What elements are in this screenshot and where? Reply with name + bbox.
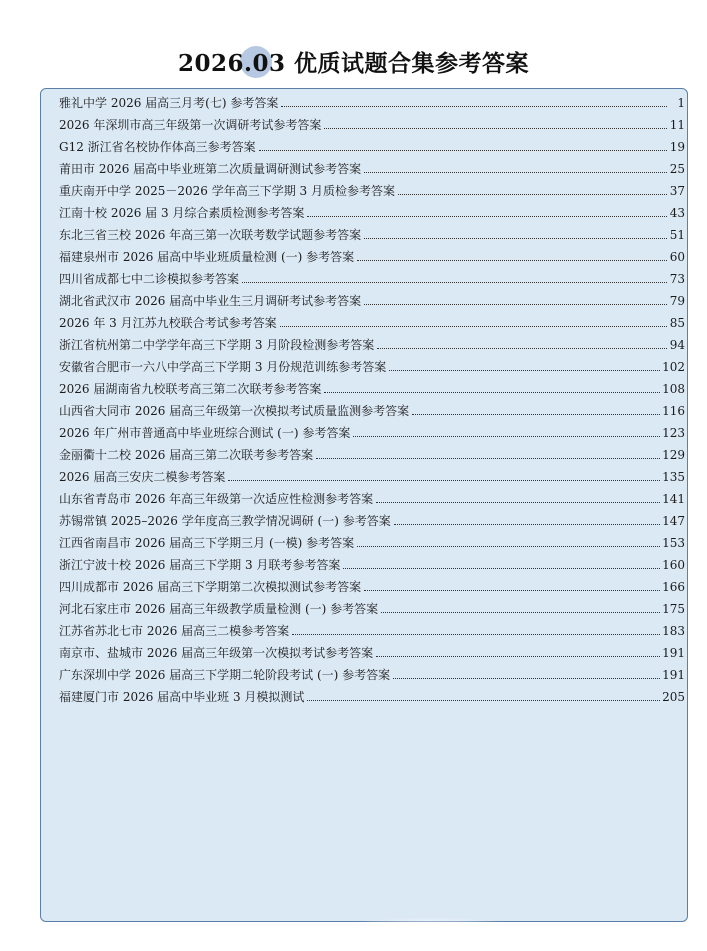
- toc-entry-page-number: 94: [669, 338, 685, 352]
- toc-entry[interactable]: [59, 620, 687, 642]
- toc-entry-title: 雅礼中学 2026 届高三月考(七) 参考答案: [59, 96, 279, 110]
- toc-entry-title: 2026 年广州市普通高中毕业班综合测试 (一) 参考答案: [59, 426, 351, 440]
- toc-dot-leader: [364, 589, 660, 591]
- toc-entry[interactable]: [59, 92, 687, 114]
- toc-entry-page-number: 11: [669, 118, 685, 132]
- toc-entry-page-number: 60: [669, 250, 685, 264]
- toc-dot-leader: [316, 457, 660, 459]
- toc-entry[interactable]: [59, 290, 687, 312]
- toc-entry[interactable]: [59, 642, 687, 664]
- toc-entry-title: 湖北省武汉市 2026 届高中毕业生三月调研考试参考答案: [59, 294, 362, 308]
- toc-entry-title: 广东深圳中学 2026 届高三下学期二轮阶段考试 (一) 参考答案: [59, 668, 391, 682]
- toc-entry-page-number: 160: [662, 558, 685, 572]
- toc-dot-leader: [376, 655, 660, 657]
- toc-dot-leader: [324, 391, 660, 393]
- toc-list: [59, 92, 687, 708]
- toc-entry-title: 江西省南昌市 2026 届高三下学期三月 (一模) 参考答案: [59, 536, 355, 550]
- toc-dot-leader: [394, 523, 660, 525]
- toc-dot-leader: [357, 259, 667, 261]
- toc-dot-leader: [412, 413, 660, 415]
- toc-entry[interactable]: [59, 312, 687, 334]
- toc-entry[interactable]: [59, 488, 687, 510]
- toc-entry-page-number: 141: [662, 492, 685, 506]
- toc-entry-page-number: 135: [662, 470, 685, 484]
- toc-entry-title: 河北石家庄市 2026 届高三年级教学质量检测 (一) 参考答案: [59, 602, 379, 616]
- toc-entry[interactable]: [59, 554, 687, 576]
- toc-entry-title: 2026 年 3 月江苏九校联合考试参考答案: [59, 316, 277, 330]
- decorative-glow: [330, 918, 530, 951]
- toc-entry[interactable]: [59, 334, 687, 356]
- toc-entry[interactable]: [59, 378, 687, 400]
- toc-entry-page-number: 205: [662, 690, 685, 704]
- toc-entry-page-number: 1: [677, 96, 685, 110]
- toc-entry[interactable]: [59, 158, 687, 180]
- title-area: [0, 46, 707, 86]
- toc-entry-title: 福建厦门市 2026 届高中毕业班 3 月模拟测试: [59, 690, 305, 704]
- toc-entry-title: 东北三省三校 2026 年高三第一次联考数学试题参考答案: [59, 228, 362, 242]
- table-of-contents: [40, 88, 688, 922]
- toc-entry-title: 安徽省合肥市一六八中学高三下学期 3 月份规范训练参考答案: [59, 360, 387, 374]
- toc-entry[interactable]: [59, 268, 687, 290]
- toc-entry-title: 2026 届湖南省九校联考高三第二次联考参考答案: [59, 382, 322, 396]
- toc-dot-leader: [393, 677, 660, 679]
- toc-entry-title: 2026 届高三安庆二模参考答案: [59, 470, 226, 484]
- toc-dot-leader: [307, 699, 660, 701]
- toc-dot-leader: [353, 435, 660, 437]
- toc-entry-title: 四川成都市 2026 届高三下学期第二次模拟测试参考答案: [59, 580, 362, 594]
- toc-entry-title: 浙江省杭州第二中学学年高三下学期 3 月阶段检测参考答案: [59, 338, 375, 352]
- toc-entry-title: 福建泉州市 2026 届高中毕业班质量检测 (一) 参考答案: [59, 250, 355, 264]
- page-title: 2026.03 优质试题合集参考答案: [177, 50, 530, 77]
- toc-entry[interactable]: [59, 202, 687, 224]
- toc-entry-title: 江苏省苏北七市 2026 届高三二模参考答案: [59, 624, 290, 638]
- toc-dot-leader: [376, 501, 660, 503]
- toc-dot-leader: [324, 127, 667, 129]
- toc-dot-leader: [377, 347, 667, 349]
- toc-entry[interactable]: [59, 180, 687, 202]
- toc-entry[interactable]: [59, 466, 687, 488]
- toc-entry-page-number: 37: [669, 184, 685, 198]
- toc-entry-page-number: 108: [662, 382, 685, 396]
- toc-entry-page-number: 73: [669, 272, 685, 286]
- toc-entry-page-number: 166: [662, 580, 685, 594]
- toc-entry-page-number: 51: [669, 228, 685, 242]
- toc-entry-page-number: 129: [662, 448, 685, 462]
- toc-dot-leader: [381, 611, 660, 613]
- toc-entry-title: 山东省青岛市 2026 年高三年级第一次适应性检测参考答案: [59, 492, 374, 506]
- toc-entry[interactable]: [59, 356, 687, 378]
- toc-dot-leader: [259, 149, 667, 151]
- toc-dot-leader: [364, 171, 667, 173]
- toc-dot-leader: [398, 193, 667, 195]
- toc-entry-title: 四川省成都七中二诊模拟参考答案: [59, 272, 240, 286]
- toc-entry[interactable]: [59, 422, 687, 444]
- toc-dot-leader: [228, 479, 660, 481]
- toc-entry-page-number: 85: [669, 316, 685, 330]
- toc-entry[interactable]: [59, 510, 687, 532]
- toc-dot-leader: [307, 215, 667, 217]
- toc-dot-leader: [364, 303, 667, 305]
- toc-dot-leader: [364, 237, 667, 239]
- toc-entry[interactable]: [59, 400, 687, 422]
- toc-dot-leader: [281, 105, 667, 107]
- toc-dot-leader: [343, 567, 660, 569]
- toc-entry[interactable]: [59, 136, 687, 158]
- toc-dot-leader: [357, 545, 660, 547]
- toc-dot-leader: [280, 325, 667, 327]
- toc-entry[interactable]: [59, 576, 687, 598]
- toc-entry[interactable]: [59, 686, 687, 708]
- toc-entry[interactable]: [59, 444, 687, 466]
- toc-entry-title: 山西省大同市 2026 届高三年级第一次模拟考试质量监测参考答案: [59, 404, 410, 418]
- toc-entry[interactable]: [59, 246, 687, 268]
- toc-entry[interactable]: [59, 224, 687, 246]
- toc-entry-page-number: 19: [669, 140, 685, 154]
- toc-entry-title: 莆田市 2026 届高中毕业班第二次质量调研测试参考答案: [59, 162, 362, 176]
- toc-entry-page-number: 102: [662, 360, 685, 374]
- toc-entry-page-number: 25: [669, 162, 685, 176]
- toc-entry-page-number: 123: [662, 426, 685, 440]
- toc-entry-title: 2026 年深圳市高三年级第一次调研考试参考答案: [59, 118, 322, 132]
- toc-entry-page-number: 153: [662, 536, 685, 550]
- toc-entry-page-number: 191: [662, 668, 685, 682]
- toc-dot-leader: [389, 369, 660, 371]
- toc-entry-title: 金丽衢十二校 2026 届高三第二次联考参考答案: [59, 448, 314, 462]
- toc-entry[interactable]: [59, 598, 687, 620]
- toc-entry-title: 江南十校 2026 届 3 月综合素质检测参考答案: [59, 206, 305, 220]
- toc-entry-page-number: 147: [662, 514, 685, 528]
- toc-entry-title: 重庆南开中学 2025－2026 学年高三下学期 3 月质检参考答案: [59, 184, 395, 198]
- toc-entry[interactable]: [59, 532, 687, 554]
- toc-dot-leader: [242, 281, 667, 283]
- toc-entry[interactable]: [59, 114, 687, 136]
- toc-entry-page-number: 191: [662, 646, 685, 660]
- toc-entry-title: 浙江宁波十校 2026 届高三下学期 3 月联考参考答案: [59, 558, 341, 572]
- toc-dot-leader: [292, 633, 660, 635]
- toc-entry-page-number: 43: [669, 206, 685, 220]
- toc-entry-title: 南京市、盐城市 2026 届高三年级第一次模拟考试参考答案: [59, 646, 374, 660]
- toc-entry-page-number: 175: [662, 602, 685, 616]
- toc-entry-title: G12 浙江省名校协作体高三参考答案: [59, 140, 256, 154]
- toc-entry-page-number: 116: [662, 404, 685, 418]
- toc-entry-title: 苏锡常镇 2025–2026 学年度高三教学情况调研 (一) 参考答案: [59, 514, 391, 528]
- toc-entry-page-number: 183: [662, 624, 685, 638]
- toc-entry-page-number: 79: [669, 294, 685, 308]
- toc-entry[interactable]: [59, 664, 687, 686]
